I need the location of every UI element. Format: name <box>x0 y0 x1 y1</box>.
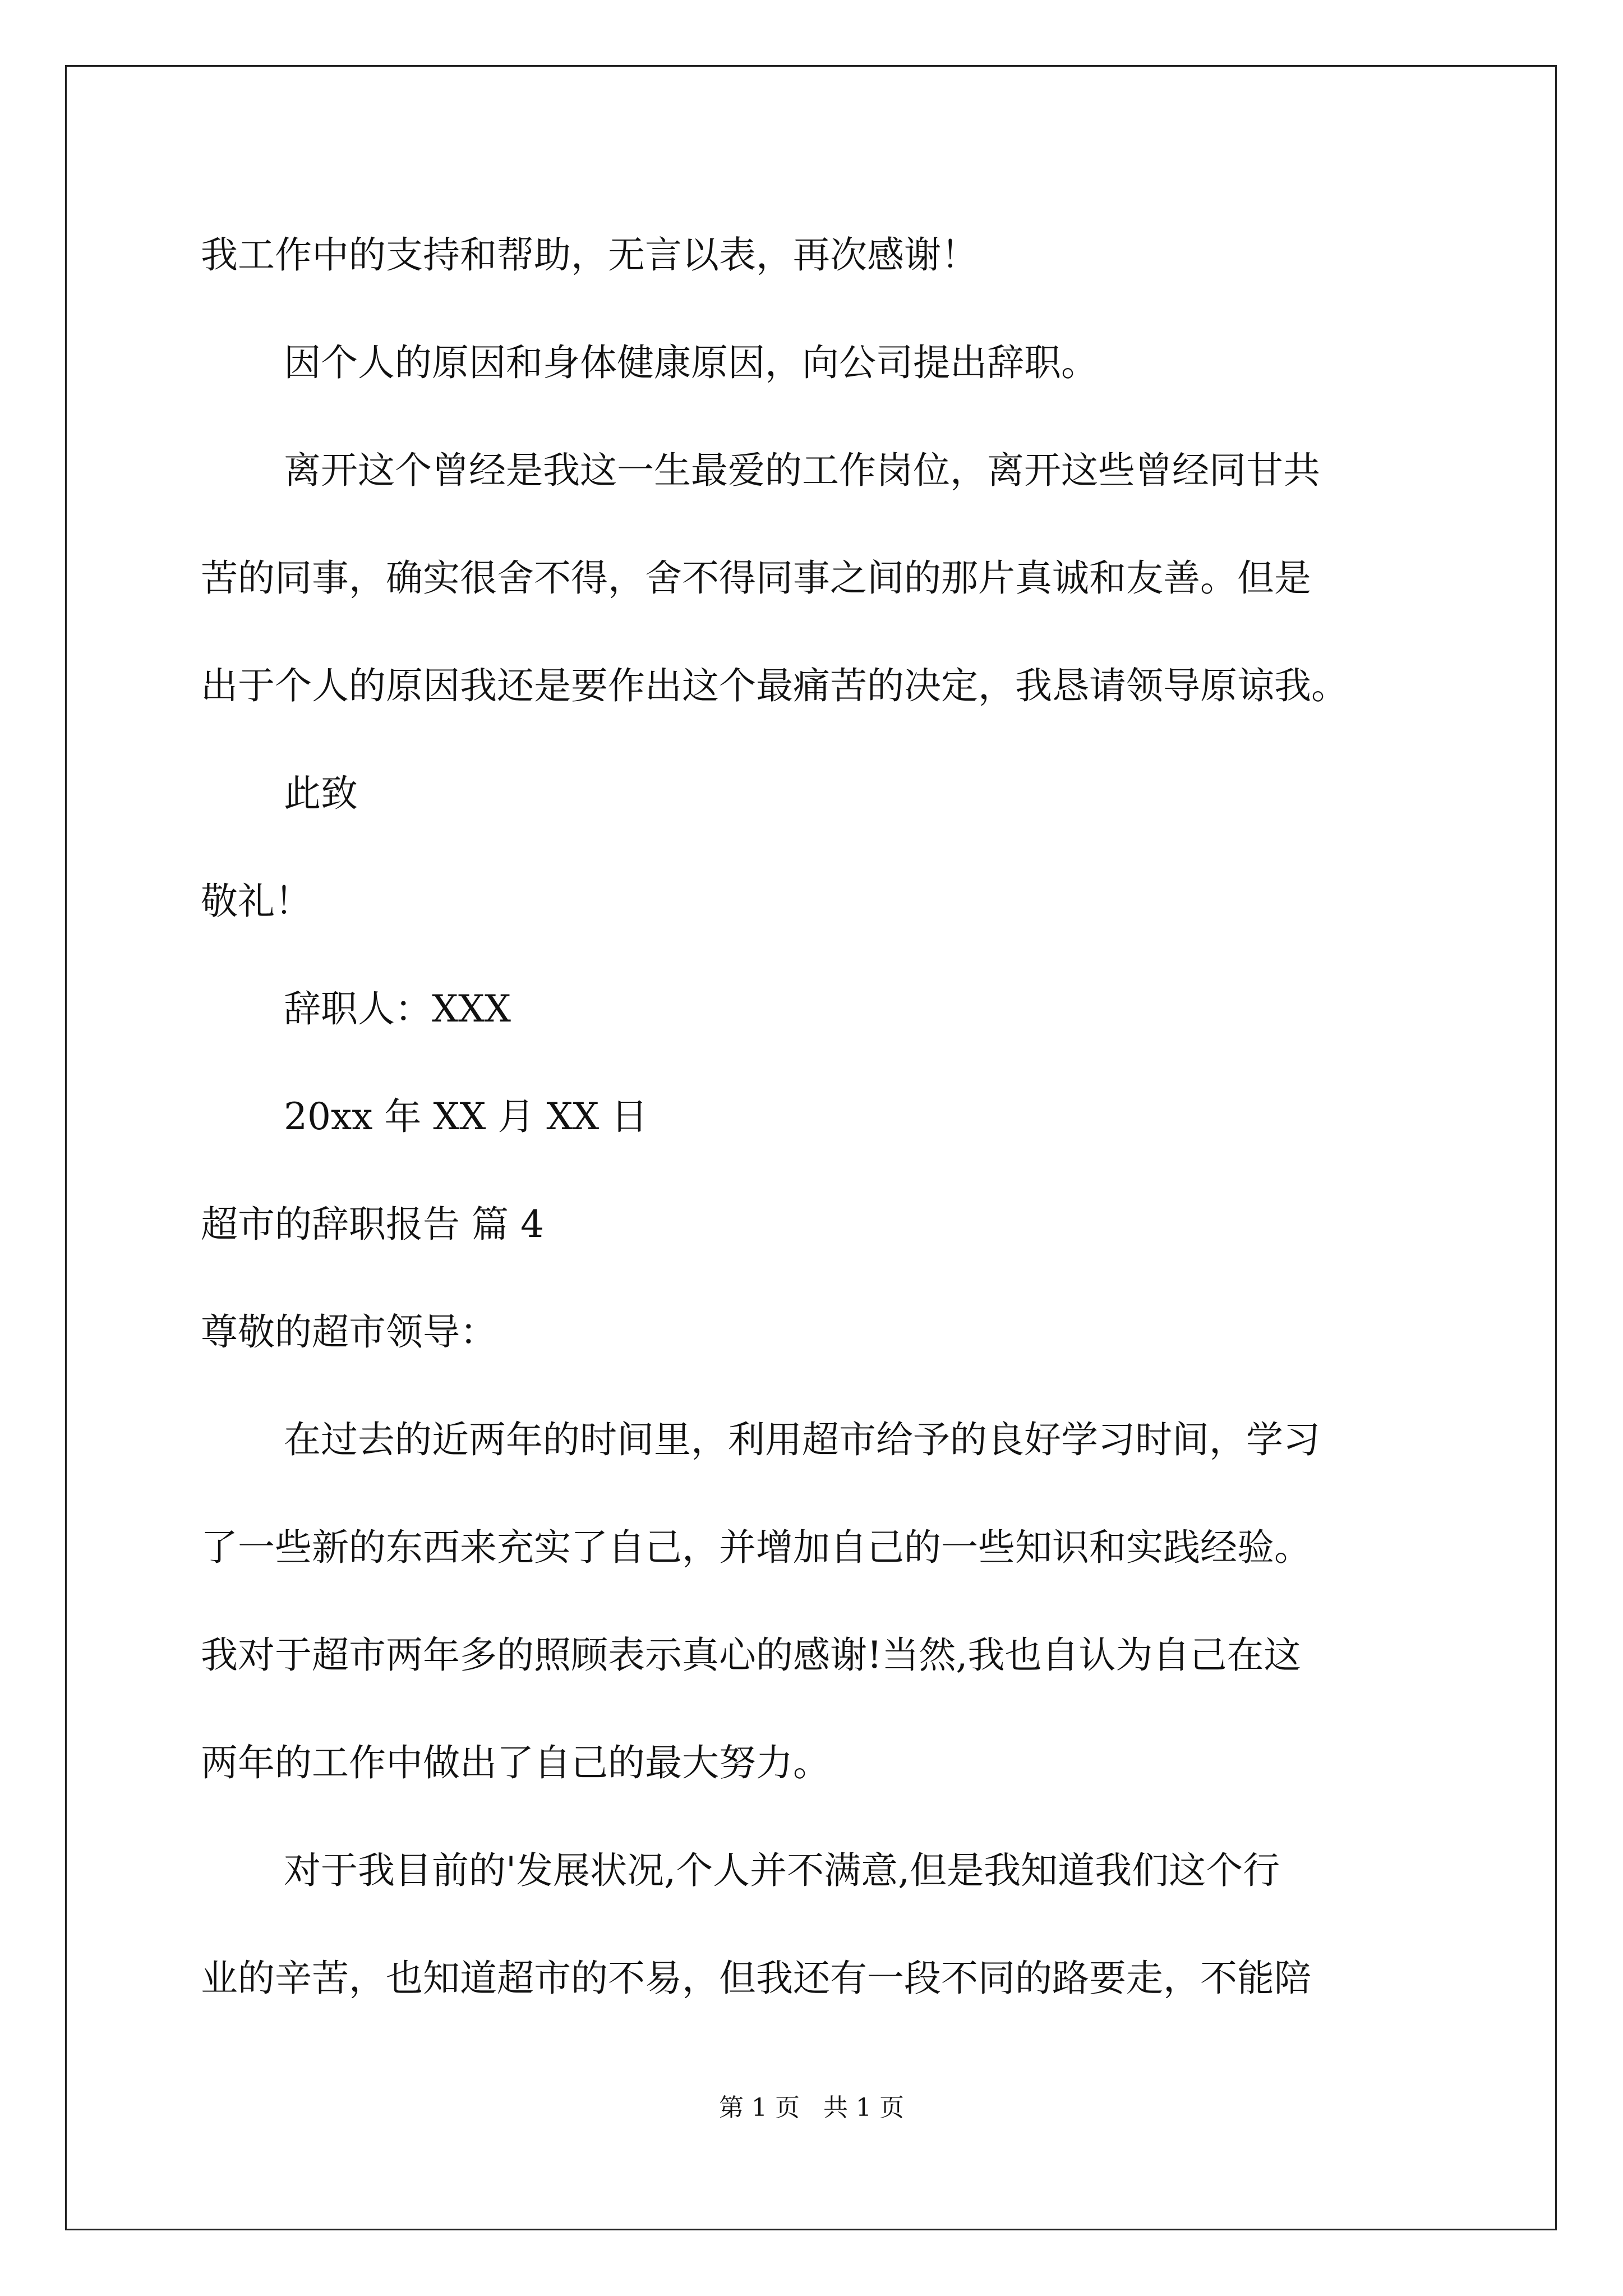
text-line: 出于个人的原因我还是要作出这个最痛苦的决定，我恳请领导原谅我。 <box>201 664 1348 707</box>
date-line: 20xx 年 XX 月 XX 日 <box>284 1095 648 1138</box>
text-line: 我对于超市两年多的照顾表示真心的感谢!当然,我也自认为自己在这 <box>201 1634 1301 1677</box>
text-line: 了一些新的东西来充实了自己，并增加自己的一些知识和实践经验。 <box>201 1526 1311 1569</box>
closing-salutation: 此致 <box>284 772 358 815</box>
signature-line: 辞职人：XXX <box>284 987 511 1030</box>
text-line: 在过去的近两年的时间里，利用超市给予的良好学习时间，学习 <box>284 1418 1320 1461</box>
text-line: 离开这个曾经是我这一生最爱的工作岗位，离开这些曾经同甘共 <box>284 449 1320 492</box>
text-line: 我工作中的支持和帮助，无言以表，再次感谢！ <box>201 233 978 277</box>
document-body <box>201 222 1435 2053</box>
closing-regards: 敬礼！ <box>201 880 312 923</box>
text-line: 因个人的原因和身体健康原因，向公司提出辞职。 <box>284 341 1098 384</box>
greeting-line: 尊敬的超市领导： <box>201 1310 497 1354</box>
text-line: 对于我目前的'发展状况,个人并不满意,但是我知道我们这个行 <box>284 1849 1280 1892</box>
page-number-footer: 第 1 页 共 1 页 <box>719 2093 904 2122</box>
text-line: 苦的同事，确实很舍不得，舍不得同事之间的那片真诚和友善。但是 <box>201 556 1311 600</box>
section-heading: 超市的辞职报告 篇 4 <box>201 1203 544 1246</box>
text-line: 两年的工作中做出了自己的最大努力。 <box>201 1741 830 1784</box>
text-line: 业的辛苦，也知道超市的不易，但我还有一段不同的路要走，不能陪 <box>201 1957 1311 2000</box>
